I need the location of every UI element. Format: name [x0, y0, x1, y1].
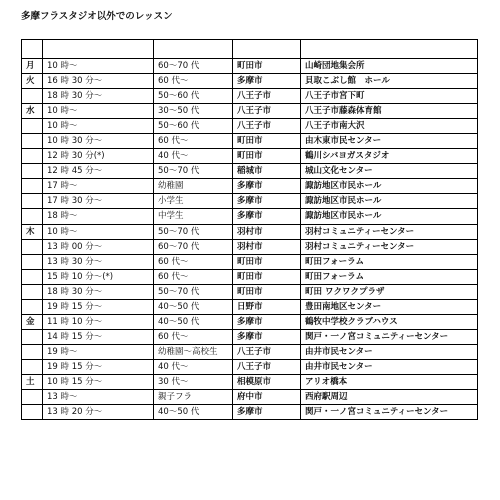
- age-cell: 30 代～: [154, 374, 233, 389]
- day-cell: [22, 194, 43, 209]
- age-cell: 60 代～: [154, 254, 233, 269]
- time-cell: 14 時 15 分～: [43, 329, 154, 344]
- age-cell: 40～50 代: [154, 299, 233, 314]
- time-cell: 13 時 30 分～: [43, 254, 154, 269]
- day-cell: [22, 254, 43, 269]
- time-cell: 18 時 30 分～: [43, 89, 154, 104]
- age-cell: 40 代～: [154, 149, 233, 164]
- place-cell: 町田 ワクワクプラザ: [301, 284, 478, 299]
- time-cell: 19 時 15 分～: [43, 359, 154, 374]
- place-cell: 八王子市藤森体育館: [301, 104, 478, 119]
- time-cell: 10 時～: [43, 224, 154, 239]
- table-row: [22, 314, 478, 329]
- age-cell: 40～50 代: [154, 405, 233, 420]
- age-cell: 60 代～: [154, 74, 233, 89]
- age-cell: 幼稚園～高校生: [154, 344, 233, 359]
- day-cell: [22, 299, 43, 314]
- day-cell: 木: [22, 224, 43, 239]
- day-cell: [22, 269, 43, 284]
- place-cell: 貝取こぶし館 ホール: [301, 74, 478, 89]
- day-cell: [22, 405, 43, 420]
- day-cell: [22, 390, 43, 405]
- city-cell: 町田市: [233, 149, 301, 164]
- lesson-schedule-table: [21, 39, 478, 420]
- age-cell: 50～70 代: [154, 284, 233, 299]
- city-cell: 多摩市: [233, 194, 301, 209]
- place-cell: 由井市民センター: [301, 359, 478, 374]
- time-cell: 13 時～: [43, 390, 154, 405]
- city-cell: 多摩市: [233, 329, 301, 344]
- place-cell: 西府駅周辺: [301, 390, 478, 405]
- place-cell: 由木東市民センター: [301, 134, 478, 149]
- day-cell: 金: [22, 314, 43, 329]
- age-cell: 60 代～: [154, 329, 233, 344]
- city-cell: 町田市: [233, 254, 301, 269]
- city-cell: 町田市: [233, 284, 301, 299]
- age-cell: 中学生: [154, 209, 233, 224]
- age-cell: 親子フラ: [154, 390, 233, 405]
- table-row: [22, 390, 478, 405]
- place-cell: 豊田南地区センター: [301, 299, 478, 314]
- time-cell: 18 時～: [43, 209, 154, 224]
- age-cell: 40 代～: [154, 359, 233, 374]
- age-cell: 50～60 代: [154, 119, 233, 134]
- time-cell: 10 時 15 分～: [43, 374, 154, 389]
- day-cell: 月: [22, 59, 43, 74]
- time-cell: 11 時 10 分～: [43, 314, 154, 329]
- table-row: [22, 405, 478, 420]
- place-cell: アリオ橋本: [301, 374, 478, 389]
- day-cell: [22, 209, 43, 224]
- place-cell: 羽村コミュニティーセンター: [301, 224, 478, 239]
- city-cell: 府中市: [233, 390, 301, 405]
- day-cell: [22, 329, 43, 344]
- table-row: [22, 344, 478, 359]
- day-cell: [22, 179, 43, 194]
- table-row: [22, 254, 478, 269]
- header-cell-age: [154, 40, 233, 59]
- age-cell: 幼稚園: [154, 179, 233, 194]
- table-row: [22, 224, 478, 239]
- table-row: [22, 374, 478, 389]
- table-row: [22, 239, 478, 254]
- header-cell-city: [233, 40, 301, 59]
- age-cell: 50～70 代: [154, 224, 233, 239]
- day-cell: 火: [22, 74, 43, 89]
- day-cell: [22, 239, 43, 254]
- place-cell: 八王子市宮下町: [301, 89, 478, 104]
- age-cell: 60～70 代: [154, 59, 233, 74]
- city-cell: 多摩市: [233, 405, 301, 420]
- city-cell: 八王子市: [233, 119, 301, 134]
- time-cell: 13 時 00 分～: [43, 239, 154, 254]
- place-cell: 羽村コミュニティーセンター: [301, 239, 478, 254]
- day-cell: 水: [22, 104, 43, 119]
- city-cell: 八王子市: [233, 344, 301, 359]
- city-cell: 稲城市: [233, 164, 301, 179]
- time-cell: 18 時 30 分～: [43, 284, 154, 299]
- table-row: [22, 104, 478, 119]
- table-row: [22, 74, 478, 89]
- place-cell: 由井市民センター: [301, 344, 478, 359]
- day-cell: [22, 164, 43, 179]
- city-cell: 多摩市: [233, 74, 301, 89]
- city-cell: 羽村市: [233, 239, 301, 254]
- header-cell-place: [301, 40, 478, 59]
- place-cell: 八王子市南大沢: [301, 119, 478, 134]
- place-cell: 諏訪地区市民ホール: [301, 194, 478, 209]
- place-cell: 町田フォーラム: [301, 254, 478, 269]
- table-row: [22, 329, 478, 344]
- age-cell: 40～50 代: [154, 314, 233, 329]
- city-cell: 八王子市: [233, 359, 301, 374]
- table-row: [22, 359, 478, 374]
- place-cell: 関戸・一ノ宮コミュニティーセンター: [301, 329, 478, 344]
- time-cell: 17 時 30 分～: [43, 194, 154, 209]
- age-cell: 60～70 代: [154, 239, 233, 254]
- time-cell: 17 時～: [43, 179, 154, 194]
- city-cell: 多摩市: [233, 209, 301, 224]
- table-row: [22, 149, 478, 164]
- place-cell: 諏訪地区市民ホール: [301, 179, 478, 194]
- age-cell: 50～60 代: [154, 89, 233, 104]
- page-title: 多摩フラスタジオ以外でのレッスン: [21, 11, 173, 22]
- day-cell: [22, 134, 43, 149]
- city-cell: 相模原市: [233, 374, 301, 389]
- table-row: [22, 299, 478, 314]
- place-cell: 鶴川シバヨガスタジオ: [301, 149, 478, 164]
- place-cell: 城山文化センター: [301, 164, 478, 179]
- day-cell: [22, 344, 43, 359]
- table-row: [22, 179, 478, 194]
- time-cell: 10 時～: [43, 104, 154, 119]
- city-cell: 多摩市: [233, 179, 301, 194]
- city-cell: 日野市: [233, 299, 301, 314]
- age-cell: 小学生: [154, 194, 233, 209]
- age-cell: 60 代～: [154, 269, 233, 284]
- city-cell: 八王子市: [233, 89, 301, 104]
- age-cell: 60 代～: [154, 134, 233, 149]
- table-header-row: [22, 40, 478, 59]
- time-cell: 13 時 20 分～: [43, 405, 154, 420]
- table-row: [22, 89, 478, 104]
- day-cell: 土: [22, 374, 43, 389]
- age-cell: 50～70 代: [154, 164, 233, 179]
- table-row: [22, 59, 478, 74]
- time-cell: 12 時 45 分～: [43, 164, 154, 179]
- city-cell: 羽村市: [233, 224, 301, 239]
- place-cell: 諏訪地区市民ホール: [301, 209, 478, 224]
- header-cell-time: [43, 40, 154, 59]
- time-cell: 10 時 30 分～: [43, 134, 154, 149]
- day-cell: [22, 359, 43, 374]
- time-cell: 19 時 15 分～: [43, 299, 154, 314]
- table-row: [22, 269, 478, 284]
- day-cell: [22, 89, 43, 104]
- age-cell: 30～50 代: [154, 104, 233, 119]
- header-cell-day: [22, 40, 43, 59]
- day-cell: [22, 149, 43, 164]
- time-cell: 10 時～: [43, 59, 154, 74]
- table-row: [22, 209, 478, 224]
- place-cell: 関戸・一ノ宮コミュニティーセンター: [301, 405, 478, 420]
- place-cell: 町田フォーラム: [301, 269, 478, 284]
- place-cell: 鶴牧中学校クラブハウス: [301, 314, 478, 329]
- city-cell: 町田市: [233, 59, 301, 74]
- city-cell: 町田市: [233, 269, 301, 284]
- place-cell: 山崎団地集会所: [301, 59, 478, 74]
- table-row: [22, 194, 478, 209]
- city-cell: 多摩市: [233, 314, 301, 329]
- city-cell: 町田市: [233, 134, 301, 149]
- time-cell: 19 時～: [43, 344, 154, 359]
- day-cell: [22, 119, 43, 134]
- lesson-schedule-body: [22, 40, 478, 420]
- city-cell: 八王子市: [233, 104, 301, 119]
- time-cell: 10 時～: [43, 119, 154, 134]
- table-row: [22, 134, 478, 149]
- time-cell: 16 時 30 分～: [43, 74, 154, 89]
- table-row: [22, 119, 478, 134]
- table-row: [22, 164, 478, 179]
- table-row: [22, 284, 478, 299]
- day-cell: [22, 284, 43, 299]
- time-cell: 15 時 10 分～(*): [43, 269, 154, 284]
- time-cell: 12 時 30 分(*): [43, 149, 154, 164]
